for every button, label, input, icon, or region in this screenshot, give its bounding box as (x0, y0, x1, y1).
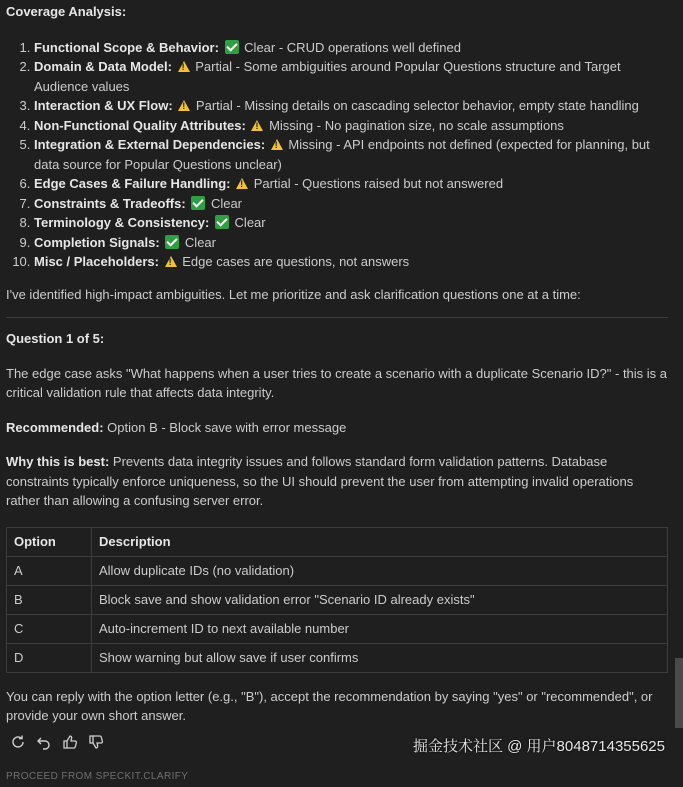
table-row (7, 643, 668, 672)
warning-icon (165, 256, 177, 267)
check-icon (225, 40, 239, 54)
list-item: 9. Completion Signals: Clear (34, 233, 668, 253)
warning-icon (271, 139, 283, 150)
warning-icon (178, 61, 190, 72)
table-cell: Block save and show validation error "Scenario ID already exists" (92, 585, 668, 614)
table-row (7, 585, 668, 614)
list-item: 4. Non-Functional Quality Attributes: ! Missing - No pagination size, no scale assumptions (34, 116, 668, 136)
warning-icon (251, 120, 263, 131)
options-table (6, 527, 668, 673)
column-header: Option (7, 527, 92, 556)
table-cell: Show warning but allow save if user confirms (92, 643, 668, 672)
response-actions (9, 733, 105, 751)
question-title: Question 1 of 5: (6, 331, 105, 346)
list-item: 6. Edge Cases & Failure Handling: ! Partial - Questions raised but not answered (34, 174, 668, 194)
list-item: 1. Functional Scope & Behavior: Clear - CRUD operations well defined (34, 38, 668, 58)
watermark: 掘金技术社区 @ 用户8048714355625 (412, 738, 665, 755)
thumbs-up-icon[interactable] (61, 733, 79, 751)
intro-text: I've identified high-impact ambiguities. Let me prioritize and ask clarification questions one at a time: (6, 286, 581, 302)
warning-icon (178, 100, 190, 111)
column-header: Description (92, 527, 668, 556)
coverage-list (6, 38, 668, 272)
table-cell: A (7, 556, 92, 585)
recommendation: Recommended: Option B - Block save with error message (6, 419, 347, 435)
thumbs-down-icon[interactable] (87, 733, 105, 751)
list-item: 3. Interaction & UX Flow: ! Partial - Missing details on cascading selector behavior, empty state handling (34, 96, 668, 116)
divider (6, 317, 668, 318)
rationale: Why this is best: Prevents data integrity issues and follows standard form validation patterns. Database constraints typically enforce uniqueness, so the UI should prevent the user from attempting invalid operations rather than allowing a confusing server error. (6, 454, 634, 508)
reply-hint: You can reply with the option letter (e.g., "B"), accept the recommendation by saying "yes" or "recommended", or provide your own short answer. (6, 688, 653, 723)
scrollbar[interactable] (675, 658, 683, 728)
warning-icon (236, 178, 248, 189)
list-item: 5. Integration & External Dependencies: ! Missing - API endpoints not defined (expected for planning, but data source for Popular Questions unclear) (34, 135, 668, 174)
question-description: The edge case asks "What happens when a user tries to create a scenario with a duplicate Scenario ID?" - this is a critical validation rule that affects data integrity. (6, 365, 668, 400)
table-cell: B (7, 585, 92, 614)
table-header-row (7, 527, 668, 556)
chat-response (6, 0, 668, 726)
table-cell: C (7, 614, 92, 643)
retry-icon[interactable] (9, 733, 27, 751)
list-item: 10. Misc / Placeholders: ! Edge cases are questions, not answers (34, 252, 668, 272)
check-icon (191, 196, 205, 210)
table-cell: Auto-increment ID to next available number (92, 614, 668, 643)
list-item: 8. Terminology & Consistency: Clear (34, 213, 668, 233)
list-item: 7. Constraints & Tradeoffs: Clear (34, 194, 668, 214)
undo-icon[interactable] (35, 733, 53, 751)
next-step-hint: PROCEED FROM SPECKIT.CLARIFY (6, 771, 189, 782)
table-cell: Allow duplicate IDs (no validation) (92, 556, 668, 585)
check-icon (165, 235, 179, 249)
table-row (7, 614, 668, 643)
check-icon (215, 215, 229, 229)
table-row (7, 556, 668, 585)
table-cell: D (7, 643, 92, 672)
list-item: 2. Domain & Data Model: ! Partial - Some ambiguities around Popular Questions structure and Target Audience values (34, 57, 668, 96)
coverage-title: Coverage Analysis: (6, 4, 127, 19)
